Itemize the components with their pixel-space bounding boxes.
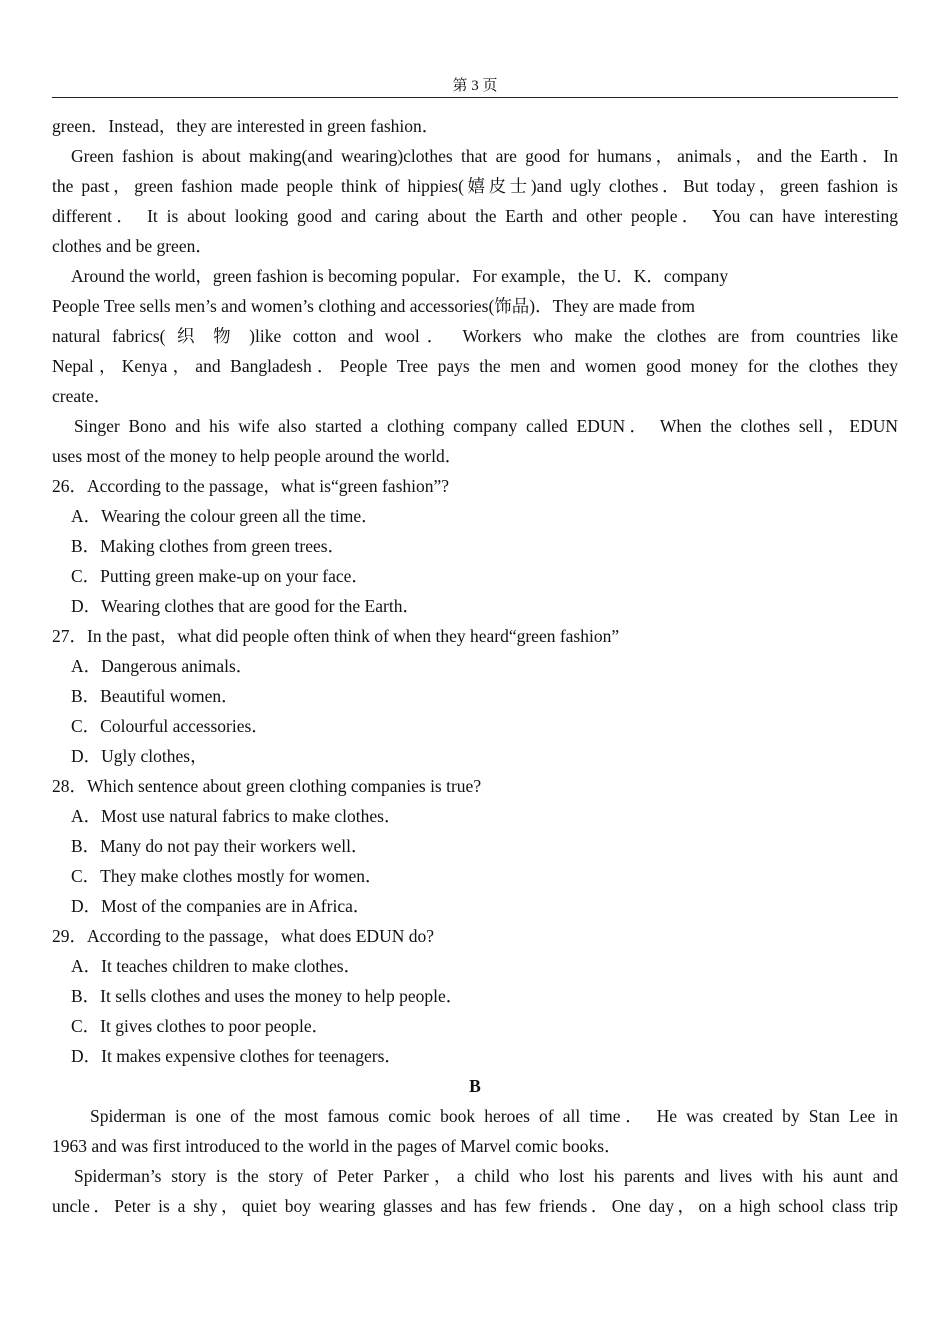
answer-option: A．Wearing the colour green all the time．: [71, 506, 379, 526]
answer-option: C．Colourful accessories．: [71, 716, 269, 736]
document-body: [52, 111, 898, 1221]
paragraph-line: natural fabrics( 织 物 )like cotton and wool． Workers who make the clothes are from countries like: [52, 326, 898, 346]
paragraph-line: green．Instead，they are interested in green fashion．: [52, 116, 440, 136]
answer-option: C．They make clothes mostly for women．: [71, 866, 383, 886]
answer-option: D．Most of the companies are in Africa．: [71, 896, 371, 916]
paragraph-line: People Tree sells men’s and women’s clothing and accessories(饰品)．They are made from: [52, 296, 695, 316]
paragraph-line: create．: [52, 386, 112, 406]
section-heading: B: [469, 1076, 481, 1096]
paragraph-line: Around the world，green fashion is becoming popular．For example，the U．K．company: [71, 266, 729, 286]
answer-option: B．Making clothes from green trees．: [71, 536, 346, 556]
page-header: 第 3 页: [452, 78, 498, 94]
answer-option: C．Putting green make-up on your face．: [71, 566, 369, 586]
question-stem: 26．According to the passage，what is“green fashion”?: [52, 476, 450, 496]
answer-option: B．Many do not pay their workers well．: [71, 836, 369, 856]
answer-option: D．Ugly clothes，: [71, 746, 208, 766]
question-stem: 27．In the past，what did people often think of when they heard“green fashion”: [52, 626, 620, 646]
answer-option: C．It gives clothes to poor people．: [71, 1016, 330, 1036]
answer-option: B．Beautiful women．: [71, 686, 239, 706]
paragraph-line: Singer Bono and his wife also started a clothing company called EDUN． When the clothes sell，EDUN: [74, 416, 898, 436]
paragraph-line: Spiderman is one of the most famous comic book heroes of all time． He was created by Stan Lee in: [90, 1106, 898, 1126]
paragraph-line: uses most of the money to help people around the world．: [52, 446, 463, 466]
paragraph-line: Green fashion is about making(and wearing)clothes that are good for humans，animals，and the Earth．In: [71, 146, 898, 166]
answer-option: D．Wearing clothes that are good for the Earth．: [71, 596, 420, 616]
paragraph-line: 1963 and was first introduced to the world in the pages of Marvel comic books．: [52, 1136, 622, 1156]
paragraph-line: the past，green fashion made people think of hippies(嬉皮士)and ugly clothes．But today，green fashion is: [52, 176, 898, 196]
answer-option: A．Dangerous animals．: [71, 656, 254, 676]
answer-option: D．It makes expensive clothes for teenagers．: [71, 1046, 402, 1066]
paragraph-line: uncle．Peter is a shy，quiet boy wearing glasses and has few friends．One day，on a high school class trip: [52, 1196, 898, 1216]
question-stem: 28．Which sentence about green clothing companies is true?: [52, 776, 482, 796]
paragraph-line: clothes and be green．: [52, 236, 213, 256]
answer-option: B．It sells clothes and uses the money to help people．: [71, 986, 464, 1006]
paragraph-line: Nepal，Kenya，and Bangladesh．People Tree pays the men and women good money for the clothes they: [52, 356, 898, 376]
header-divider: [52, 97, 898, 98]
answer-option: A．Most use natural fabrics to make clothes．: [71, 806, 402, 826]
paragraph-line: different． It is about looking good and caring about the Earth and other people． You can have interesting: [52, 206, 898, 226]
answer-option: A．It teaches children to make clothes．: [71, 956, 362, 976]
question-stem: 29．According to the passage，what does EDUN do?: [52, 926, 434, 946]
paragraph-line: Spiderman’s story is the story of Peter Parker，a child who lost his parents and lives with his aunt and: [74, 1166, 898, 1186]
